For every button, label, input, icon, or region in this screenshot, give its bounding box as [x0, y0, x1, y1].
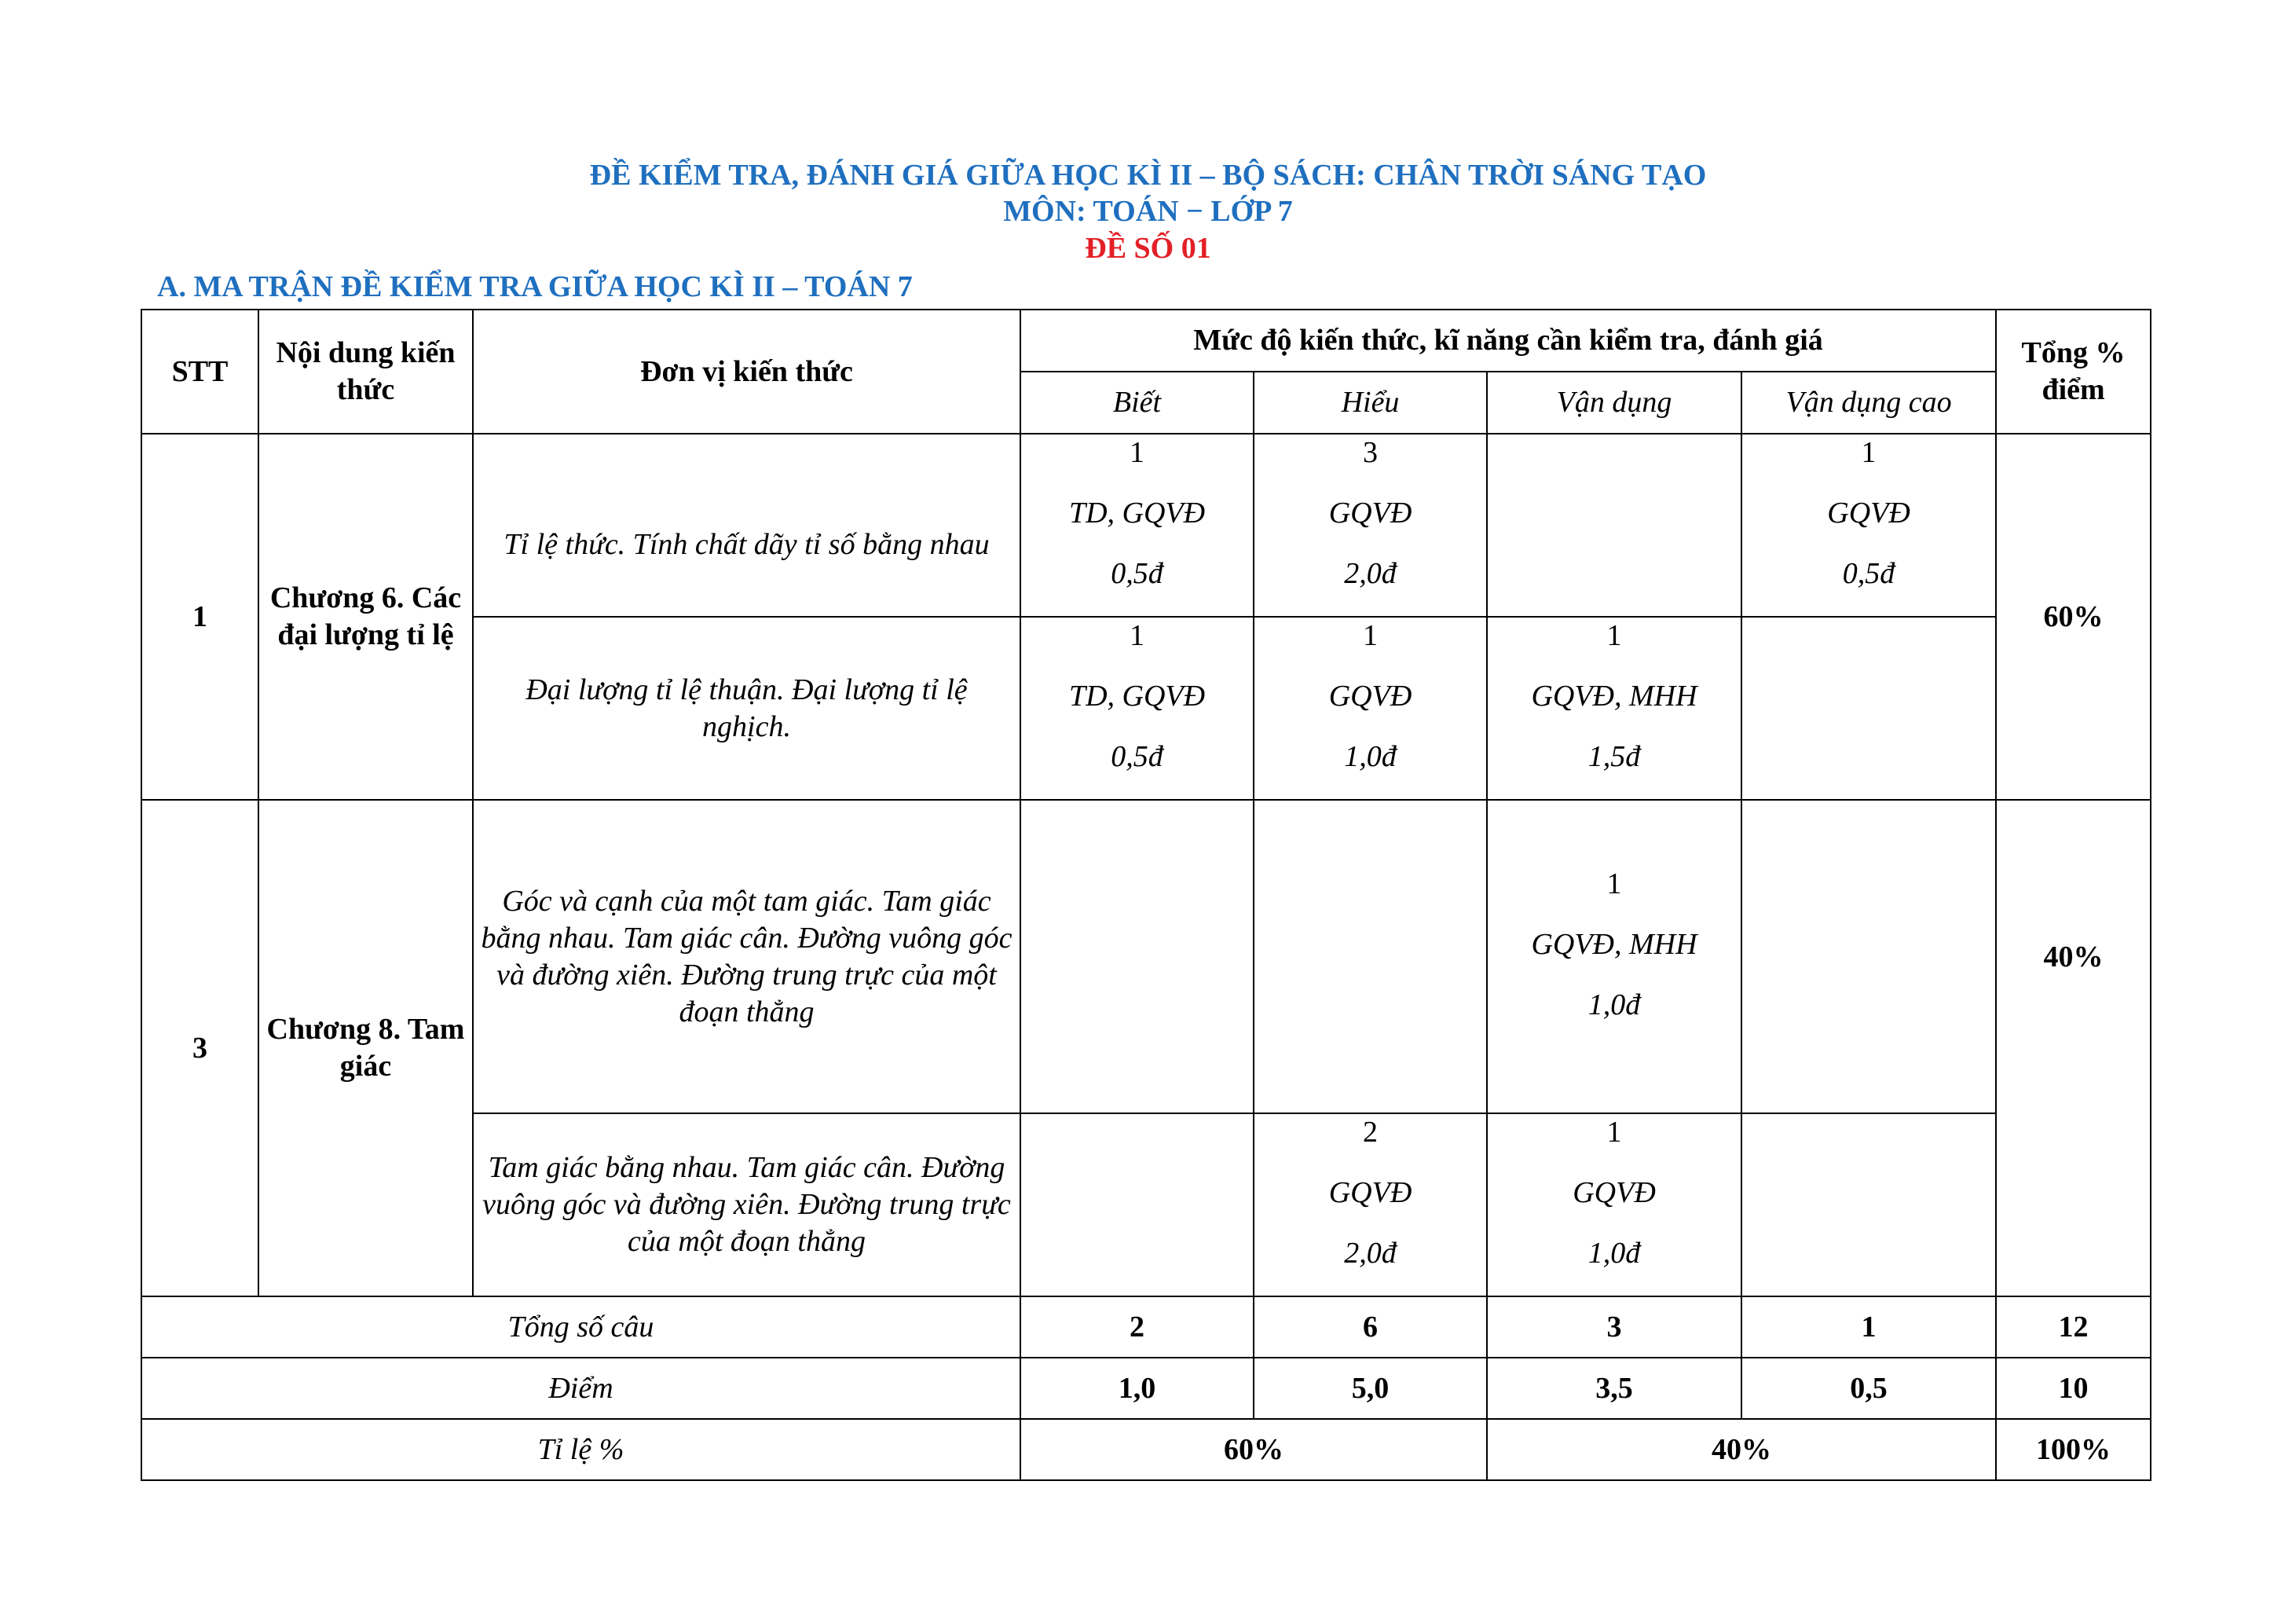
- col-header-noi-dung: Nội dung kiến thức: [258, 310, 473, 434]
- chapter-stt: 1: [141, 434, 258, 800]
- exam-number: ĐỀ SỐ 01: [1085, 232, 1211, 265]
- exam-matrix-table: [141, 309, 2151, 1481]
- table-row: [141, 434, 2151, 617]
- summary-value: 2: [1020, 1296, 1254, 1358]
- summary-total: 12: [1996, 1296, 2151, 1358]
- header-row-1: [141, 310, 2151, 372]
- document-title: ĐỀ KIỂM TRA, ĐÁNH GIÁ GIỮA HỌC KÌ II – BỘ SÁCH: CHÂN TRỜI SÁNG TẠO: [589, 159, 1707, 192]
- summary-value: 6: [1254, 1296, 1487, 1358]
- knowledge-unit: Tỉ lệ thức. Tính chất dãy tỉ số bằng nhau: [473, 434, 1020, 617]
- cell-van-dung: 1 GQVĐ, MHH 1,5đ: [1487, 617, 1741, 800]
- chapter-percent-continued: [1996, 1113, 2151, 1296]
- col-header-stt: STT: [141, 310, 258, 434]
- summary-value: 3: [1487, 1296, 1741, 1358]
- summary-total: 10: [1996, 1358, 2151, 1419]
- summary-label: Tỉ lệ %: [141, 1419, 1020, 1480]
- summary-value: 0,5: [1741, 1358, 1996, 1419]
- col-header-muc-do: Mức độ kiến thức, kĩ năng cần kiểm tra, đánh giá: [1020, 310, 1996, 372]
- cell-hieu: 1 GQVĐ 1,0đ: [1254, 617, 1487, 800]
- summary-value: 1: [1741, 1296, 1996, 1358]
- chapter-stt: 3: [141, 800, 258, 1296]
- cell-van-dung-cao: [1741, 1113, 1996, 1296]
- cell-van-dung: [1487, 434, 1741, 617]
- summary-value: 5,0: [1254, 1358, 1487, 1419]
- summary-row-ti-le: [141, 1419, 2151, 1480]
- summary-total: 100%: [1996, 1419, 2151, 1480]
- cell-van-dung-cao: 1 GQVĐ 0,5đ: [1741, 434, 1996, 617]
- cell-van-dung-cao: [1741, 617, 1996, 800]
- chapter-percent: 60%: [1996, 434, 2151, 800]
- summary-value: 60%: [1020, 1419, 1487, 1480]
- cell-biet: 1 TD, GQVĐ 0,5đ: [1020, 434, 1254, 617]
- cell-van-dung: 1 GQVĐ 1,0đ: [1487, 1113, 1741, 1296]
- cell-biet: [1020, 1113, 1254, 1296]
- chapter-percent: 40%: [1996, 800, 2151, 1113]
- col-header-tong: Tổng % điểm: [1996, 310, 2151, 434]
- cell-biet: [1020, 800, 1254, 1113]
- table-row: [141, 800, 2151, 1113]
- chapter-name: Chương 8. Tam giác: [258, 800, 473, 1296]
- knowledge-unit: Đại lượng tỉ lệ thuận. Đại lượng tỉ lệ nghịch.: [473, 617, 1020, 800]
- chapter-name: Chương 6. Các đại lượng tỉ lệ: [258, 434, 473, 800]
- knowledge-unit: Tam giác bằng nhau. Tam giác cân. Đường vuông góc và đường xiên. Đường trung trực của một đoạn thẳng: [473, 1113, 1020, 1296]
- summary-label: Tổng số câu: [141, 1296, 1020, 1358]
- cell-biet: 1 TD, GQVĐ 0,5đ: [1020, 617, 1254, 800]
- summary-row-diem: [141, 1358, 2151, 1419]
- level-biet: Biết: [1020, 372, 1254, 434]
- summary-value: 40%: [1487, 1419, 1996, 1480]
- cell-hieu: [1254, 800, 1487, 1113]
- cell-hieu: 2 GQVĐ 2,0đ: [1254, 1113, 1487, 1296]
- cell-hieu: 3 GQVĐ 2,0đ: [1254, 434, 1487, 617]
- summary-value: 3,5: [1487, 1358, 1741, 1419]
- summary-label: Điểm: [141, 1358, 1020, 1419]
- summary-value: 1,0: [1020, 1358, 1254, 1419]
- level-van-dung: Vận dụng: [1487, 372, 1741, 434]
- cell-van-dung-cao: [1741, 800, 1996, 1113]
- level-van-dung-cao: Vận dụng cao: [1741, 372, 1996, 434]
- section-a-heading: A. MA TRẬN ĐỀ KIỂM TRA GIỮA HỌC KÌ II – TOÁN 7: [157, 270, 913, 303]
- cell-van-dung: 1 GQVĐ, MHH 1,0đ: [1487, 800, 1741, 1113]
- summary-row-tong-so-cau: [141, 1296, 2151, 1358]
- level-hieu: Hiểu: [1254, 372, 1487, 434]
- col-header-don-vi: Đơn vị kiến thức: [473, 310, 1020, 434]
- document-subject: MÔN: TOÁN − LỚP 7: [1003, 195, 1293, 228]
- knowledge-unit: Góc và cạnh của một tam giác. Tam giác bằng nhau. Tam giác cân. Đường vuông góc và đường xiên. Đường trung trực của một đoạn thẳng: [473, 800, 1020, 1113]
